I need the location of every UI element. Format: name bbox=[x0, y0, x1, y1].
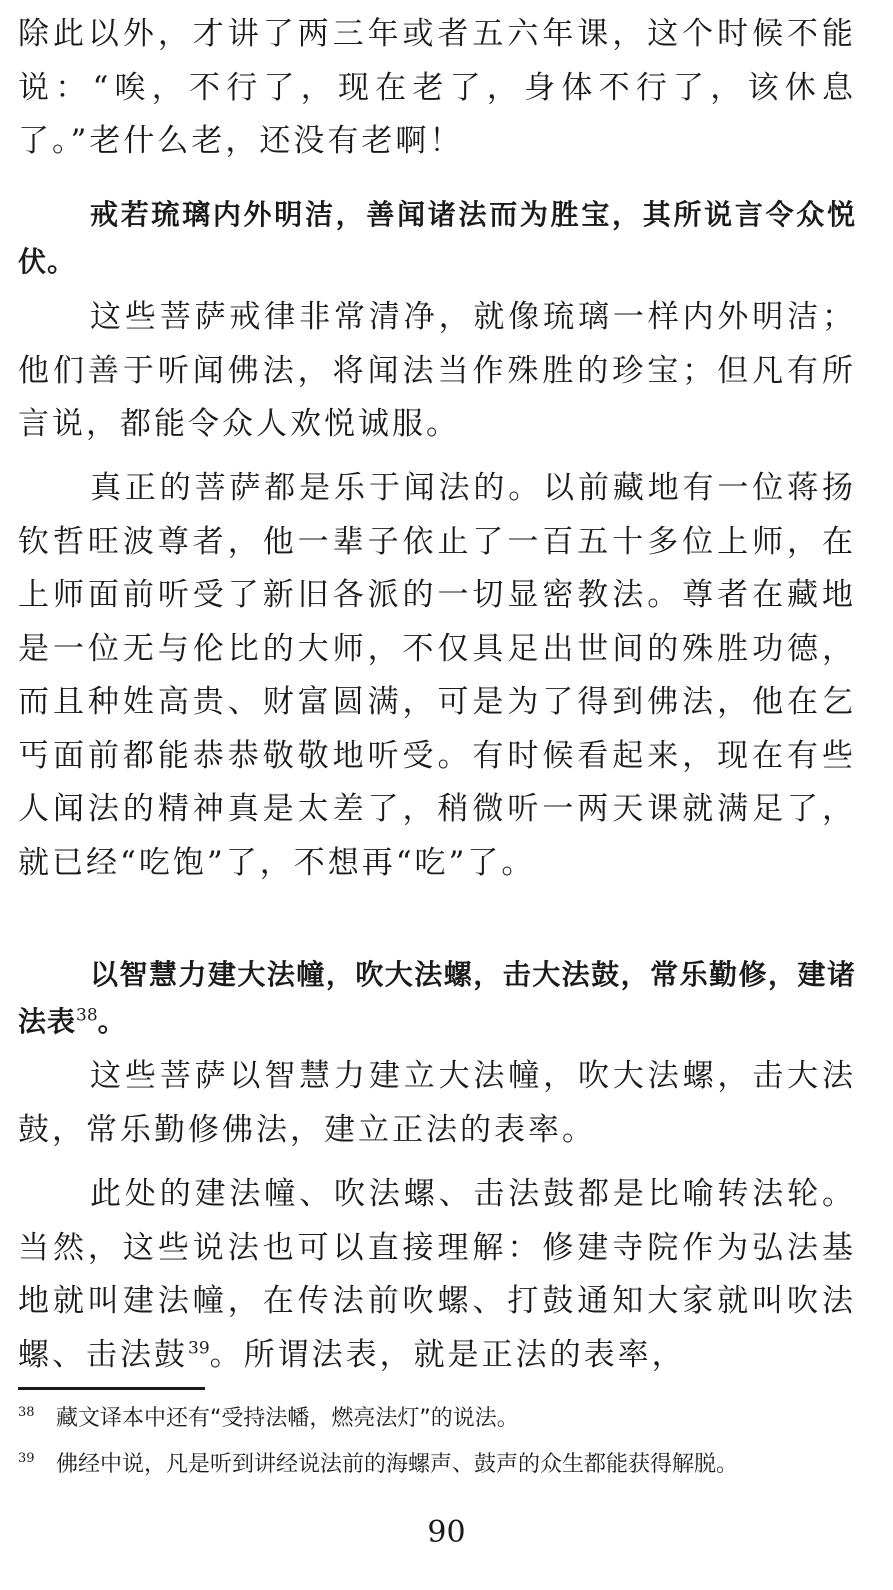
footnote-39 bbox=[18, 1450, 868, 1480]
sutra-quote-2-text: 以智慧力建大法幢，吹大法螺，击大法鼓，常乐勤修，建诸法表 bbox=[18, 958, 856, 1038]
sutra-quote-2-end: 。 bbox=[97, 1005, 127, 1038]
footnote-number: 39 bbox=[18, 1451, 35, 1466]
page-number: 90 bbox=[427, 1515, 466, 1550]
commentary-paragraph-1: 这些菩萨戒律非常清净，就像琉璃一样内外明洁；他们善于听闻佛法，将闻法当作殊胜的珍宝；但凡有所言说，都能令众人欢悦诚服。 bbox=[18, 299, 856, 442]
footnote-text: 藏文译本中还有“受持法幡，燃亮法灯”的说法。 bbox=[56, 1406, 519, 1431]
paragraph-4-part-a: 此处的建法幢、吹法螺、击法鼓都是比喻转法轮。当然，这些说法也可以直接理解：修建寺院作为弘法基地就叫建法幢，在传法前吹螺、打鼓通知大家就叫吹法螺、击法鼓 bbox=[18, 1176, 856, 1373]
footnote-ref-39[interactable]: 39 bbox=[188, 1338, 210, 1359]
footnote-ref-38[interactable]: 38 bbox=[76, 1005, 98, 1026]
sutra-quote-1: 戒若琉璃内外明洁，善闻诸法而为胜宝，其所说言令众悦伏。 bbox=[18, 198, 856, 278]
paragraph-continuation: 除此以外，才讲了两三年或者五六年课，这个时候不能说：“唉，不行了，现在老了，身体不行了，该休息了。”老什么老，还没有老啊！ bbox=[18, 16, 856, 159]
footnote-text: 佛经中说，凡是听到讲经说法前的海螺声、鼓声的众生都能获得解脱。 bbox=[56, 1452, 739, 1477]
commentary-paragraph-3: 这些菩萨以智慧力建立大法幢，吹大法螺，击大法鼓，常乐勤修佛法，建立正法的表率。 bbox=[18, 1058, 856, 1148]
commentary-paragraph-2: 真正的菩萨都是乐于闻法的。以前藏地有一位蒋扬钦哲旺波尊者，他一辈子依止了一百五十多位上师，在上师面前听受了新旧各派的一切显密教法。尊者在藏地是一位无与伦比的大师，不仅具足出世间的殊胜功德，而且种姓高贵、财富圆满，可是为了得到佛法，他在乞丐面前都能恭恭敬敬地听受。有时候看起来，现在有些人闻法的精神真是太差了，稍微听一两天课就满足了，就已经“吃饱”了，不想再“吃”了。 bbox=[18, 470, 856, 881]
footnote-38 bbox=[18, 1404, 868, 1434]
commentary-paragraph-4 bbox=[18, 1168, 856, 1382]
paragraph-4-part-b: 。所谓法表，就是正法的表率， bbox=[209, 1336, 686, 1373]
footnote-divider bbox=[18, 1387, 205, 1390]
footnote-number: 38 bbox=[18, 1405, 35, 1420]
sutra-quote-2 bbox=[18, 951, 856, 1045]
